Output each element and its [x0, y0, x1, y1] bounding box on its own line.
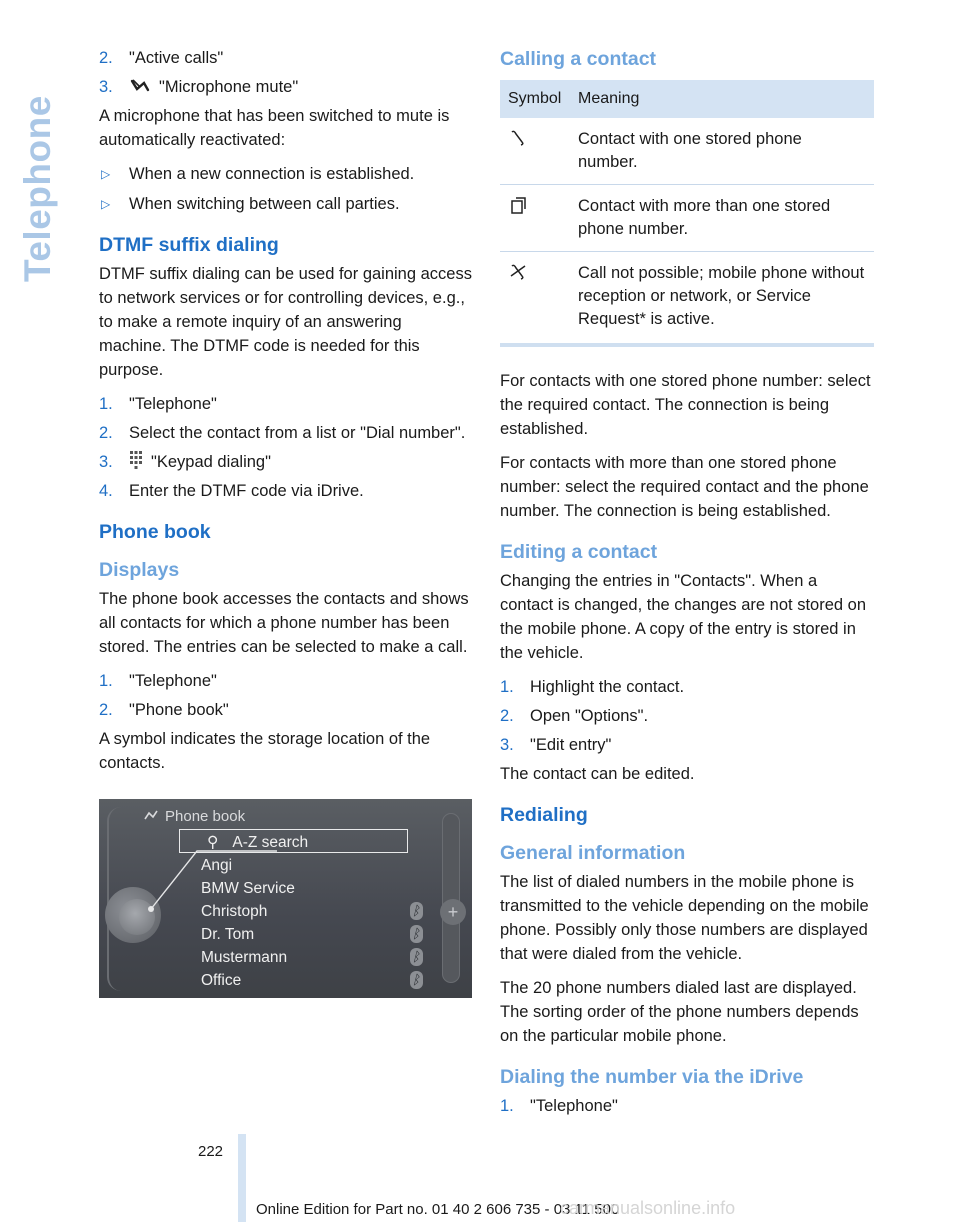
single-phone-icon	[508, 128, 528, 148]
section-heading: Phone book	[99, 521, 211, 543]
right-column	[500, 46, 874, 1123]
list-item: 2. Open "Options".	[500, 707, 649, 725]
list-item: 1. "Telephone"	[99, 672, 217, 690]
subsection-heading: Calling a contact	[500, 48, 657, 70]
paragraph: A microphone that has been switched to mute is automatically reactivated:	[99, 107, 450, 149]
section-heading: DTMF suffix dialing	[99, 234, 279, 256]
microphone-mute-icon	[129, 77, 151, 95]
triangle-bullet-icon: ▷	[101, 167, 111, 181]
paragraph: The phone book accesses the contacts and shows all contacts for which a phone number has been stored. The entries can be selected to make a call.	[99, 590, 469, 656]
bluetooth-icon	[410, 902, 423, 920]
paragraph: The 20 phone numbers dialed last are displayed. The sorting order of the phone numbers depends on the particular mobile phone.	[500, 979, 859, 1045]
multi-phone-icon	[508, 195, 528, 215]
list-item: 1. "Telephone"	[500, 1097, 618, 1115]
contact-entry: Christoph ᛒ	[201, 900, 471, 923]
list-item: 1. "Telephone"	[99, 395, 217, 413]
left-column	[99, 46, 473, 998]
phone-book-screenshot	[99, 799, 472, 998]
contact-entry: Mustermann ᛒ	[201, 946, 471, 969]
search-icon: ⚲	[207, 834, 219, 851]
list-item: 2. "Phone book"	[99, 701, 229, 719]
bluetooth-icon	[410, 948, 423, 966]
page-number: 222	[198, 1143, 224, 1160]
table-row: Contact with one stored phone number.	[500, 118, 874, 185]
table-header-row	[500, 80, 874, 118]
paragraph: DTMF suffix dialing can be used for gaining access to network services or for controlling devices, e.g., to make a remote inquiry of an answering machine. The DTMF code is needed for this purpose.	[99, 265, 472, 379]
table-header: Symbol	[500, 80, 570, 118]
footer-accent-bar	[238, 1134, 246, 1222]
list-item: 3. "Keypad dialing"	[99, 450, 473, 474]
list-item: 4. Enter the DTMF code via iDrive.	[99, 482, 364, 500]
plus-icon: +	[440, 899, 466, 925]
keypad-icon	[129, 450, 143, 470]
bluetooth-icon	[410, 971, 423, 989]
a-z-search-item: ⚲ A-Z search	[207, 834, 309, 851]
table-header: Meaning	[570, 80, 874, 118]
section-tab: Telephone	[17, 95, 58, 282]
subsection-heading: General information	[500, 842, 686, 864]
list-item: 2. "Active calls"	[99, 49, 224, 67]
symbol-table	[500, 80, 874, 347]
table-row: Call not possible; mobile phone without reception or network, or Service Request* is active.	[500, 252, 874, 346]
paragraph: A symbol indicates the storage location of the contacts.	[99, 730, 431, 772]
edition-line: Online Edition for Part no. 01 40 2 606 735 - 03 11 500	[256, 1201, 620, 1218]
list-item: 2. Select the contact from a list or "Dial number".	[99, 424, 466, 442]
subsection-heading: Editing a contact	[500, 541, 658, 563]
table-row: Contact with more than one stored phone number.	[500, 185, 874, 252]
contact-entry: Dr. Tom ᛒ	[201, 923, 471, 946]
bluetooth-icon	[410, 925, 423, 943]
contact-entry: Angi	[201, 857, 233, 874]
list-item: 3. "Microphone mute"	[99, 78, 299, 96]
list-item: 1. Highlight the contact.	[500, 678, 685, 696]
paragraph: The contact can be edited.	[500, 765, 695, 783]
paragraph: For contacts with one stored phone number: select the required contact. The connection is being established.	[500, 372, 871, 438]
call-not-possible-icon	[508, 262, 528, 282]
contact-entry: Office ᛒ	[201, 969, 471, 992]
list-item: 3. "Edit entry"	[500, 736, 612, 754]
list-item: ▷ When switching between call parties.	[99, 192, 473, 216]
contact-entry: BMW Service	[201, 880, 295, 897]
screen-title: Phone book	[143, 805, 245, 829]
paragraph: For contacts with more than one stored phone number: select the required contact and the phone number. The connection is being established.	[500, 454, 869, 520]
subsection-heading: Dialing the number via the iDrive	[500, 1066, 804, 1088]
paragraph: Changing the entries in "Contacts". When a contact is changed, the changes are not stored on the mobile phone. A copy of the entry is stored in the vehicle.	[500, 572, 866, 662]
subsection-heading: Displays	[99, 559, 180, 581]
watermark: carmanualsonline.info	[560, 1198, 736, 1218]
section-heading: Redialing	[500, 804, 588, 826]
paragraph: The list of dialed numbers in the mobile phone is transmitted to the vehicle depending on the mobile phone. Possibly only those numbers are displayed that were dialed from the vehicle.	[500, 873, 869, 963]
triangle-bullet-icon: ▷	[101, 197, 111, 211]
list-item: ▷ When a new connection is established.	[99, 162, 473, 186]
selection-pointer	[147, 829, 277, 919]
phone-book-icon	[143, 809, 159, 823]
